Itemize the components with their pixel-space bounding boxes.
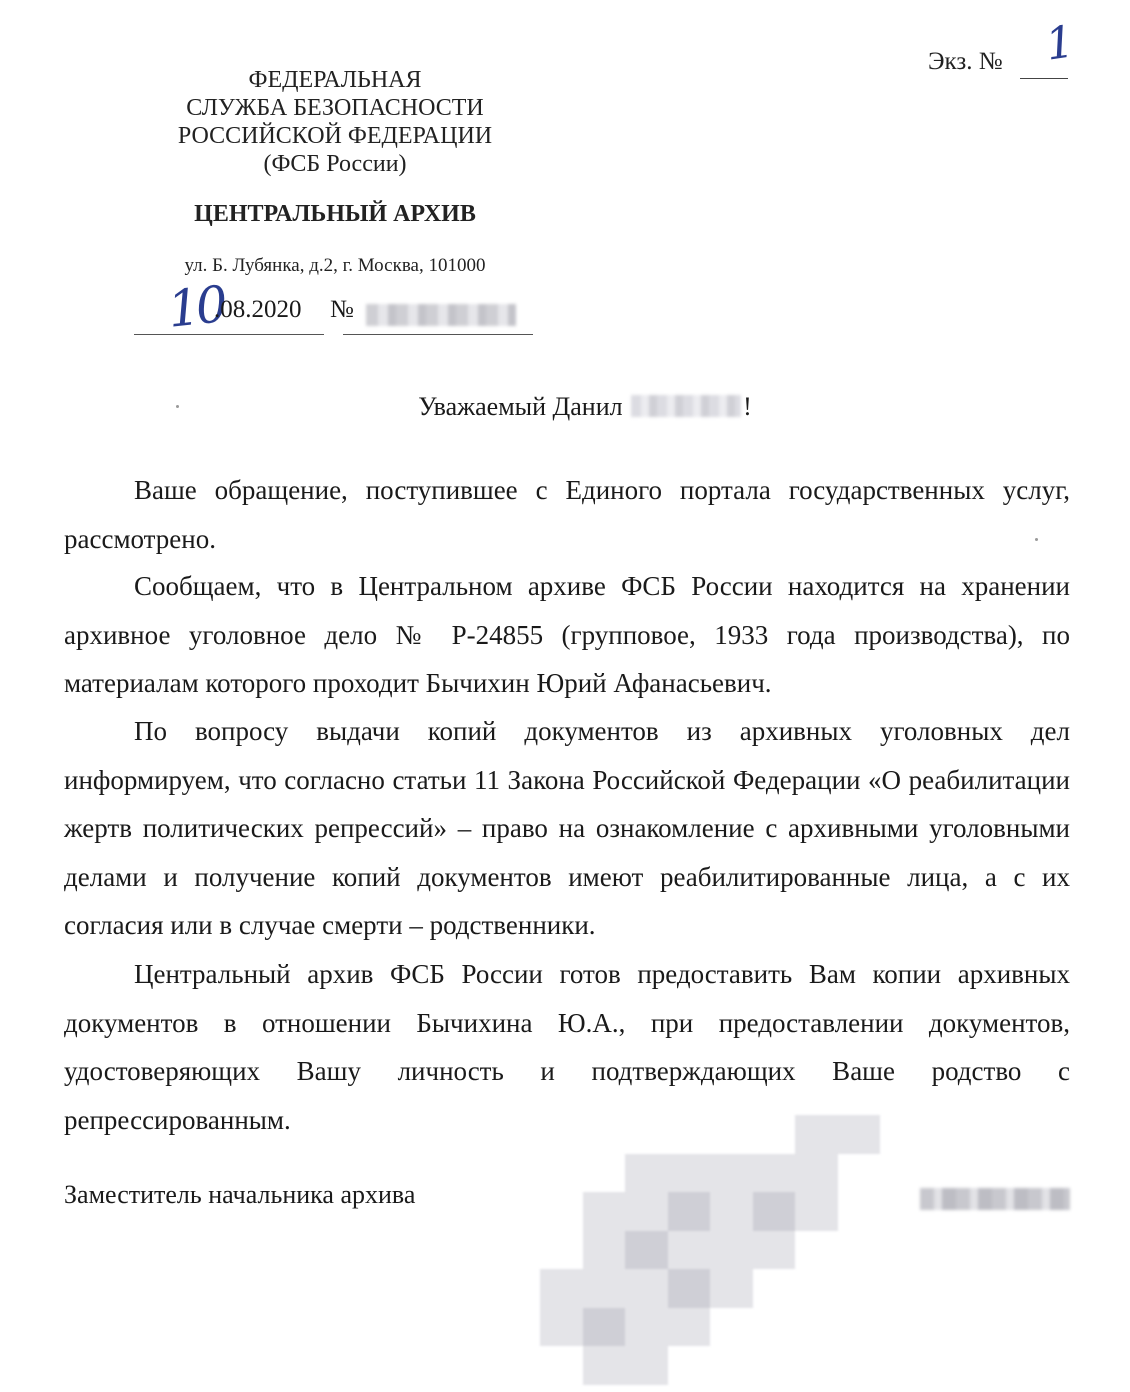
paragraph-text: Сообщаем, что в Центральном архиве ФСБ России находится на хранении архивное уголовное дело № Р-24855 (групповое, 1933 года производства), по материалам которого проходит Бычихин Юрий Афанасьевич. bbox=[64, 571, 1070, 698]
copy-number bbox=[928, 16, 1078, 76]
signatory-title: Заместитель начальника архива bbox=[64, 1180, 416, 1209]
archive-address: ул. Б. Лубянка, д.2, г. Москва, 101000 bbox=[184, 255, 486, 276]
signature-mosaic-cell bbox=[540, 1231, 583, 1270]
date-printed: .08.2020 bbox=[214, 296, 302, 323]
paragraph-text: Ваше обращение, поступившее с Единого портала государственных услуг, рассмотрено. bbox=[64, 475, 1070, 554]
signature-mosaic-cell bbox=[838, 1115, 881, 1154]
signature-mosaic-cell bbox=[795, 1346, 838, 1385]
signature-mosaic-cell bbox=[710, 1308, 753, 1347]
copy-number-label: Экз. № bbox=[928, 48, 1003, 75]
signature-mosaic-cell bbox=[668, 1192, 711, 1231]
paragraph-text: По вопросу выдачи копий документов из архивных уголовных дел информируем, что согласно статьи 11 Закона Российской Федерации «О реабилитации жертв политических репрессий» – право на ознакомление с архивными уголовными делами и получение копий документов имеют реабилитированные лица, а с их согласия или в случае смерти – родственники. bbox=[64, 716, 1070, 940]
signature-mosaic-cell bbox=[668, 1269, 711, 1308]
number-sign: № bbox=[330, 296, 354, 323]
signature-mosaic-cell bbox=[583, 1231, 626, 1270]
signature-mosaic-cell bbox=[838, 1192, 881, 1231]
signature-mosaic-cell bbox=[625, 1346, 668, 1385]
paragraph-text: Центральный архив ФСБ России готов предоставить Вам копии архивных документов в отношении Бычихина Ю.А., при предоставлении документов, удостоверяющих Вашу личность и подтверждающих Ваше родство с репрессированным. bbox=[64, 959, 1070, 1135]
signature-mosaic-cell bbox=[625, 1115, 668, 1154]
signature-mosaic-cell bbox=[583, 1115, 626, 1154]
archive-name: ЦЕНТРАЛЬНЫЙ АРХИВ bbox=[194, 201, 476, 227]
signature-mosaic-cell bbox=[753, 1269, 796, 1308]
signature-mosaic-cell bbox=[710, 1231, 753, 1270]
greeting-exclamation: ! bbox=[743, 392, 752, 421]
signature-mosaic-cell bbox=[540, 1346, 583, 1385]
signature-mosaic-cell bbox=[753, 1154, 796, 1193]
signature-mosaic-cell bbox=[583, 1346, 626, 1385]
redacted-signatory-name bbox=[920, 1188, 1070, 1210]
signature-mosaic-cell bbox=[710, 1154, 753, 1193]
letter-paragraph-2 bbox=[64, 562, 1070, 708]
signature-mosaic-cell bbox=[583, 1308, 626, 1347]
org-line-2: СЛУЖБА БЕЗОПАСНОСТИ bbox=[186, 95, 484, 121]
copy-number-handwritten: 1 bbox=[1042, 16, 1078, 71]
redacted-surname bbox=[631, 395, 741, 417]
signature-mosaic-cell bbox=[540, 1308, 583, 1347]
date-handwritten-day: 10 bbox=[165, 275, 227, 339]
greeting-text: Уважаемый Данил bbox=[418, 392, 623, 421]
signature-mosaic-cell bbox=[753, 1192, 796, 1231]
signature-mosaic-cell bbox=[795, 1192, 838, 1231]
date-underline bbox=[134, 334, 324, 335]
signature-mosaic-cell bbox=[668, 1308, 711, 1347]
signature-mosaic-cell bbox=[710, 1192, 753, 1231]
letter-paragraph-3 bbox=[64, 707, 1070, 950]
signature-mosaic-cell bbox=[625, 1192, 668, 1231]
signature-mosaic-cell bbox=[540, 1269, 583, 1308]
signature-mosaic-cell bbox=[710, 1346, 753, 1385]
signature-mosaic-cell bbox=[583, 1269, 626, 1308]
scan-speck bbox=[1035, 538, 1038, 541]
redacted-document-number bbox=[366, 304, 516, 326]
signature-mosaic-cell bbox=[710, 1115, 753, 1154]
signature-mosaic-cell bbox=[710, 1269, 753, 1308]
signature-mosaic-cell bbox=[795, 1154, 838, 1193]
organization-header bbox=[130, 66, 540, 178]
redacted-signature bbox=[540, 1115, 880, 1385]
copy-number-line bbox=[1020, 78, 1068, 79]
signature-mosaic-cell bbox=[838, 1231, 881, 1270]
signature-mosaic-cell bbox=[625, 1308, 668, 1347]
org-line-3: РОССИЙСКОЙ ФЕДЕРАЦИИ bbox=[177, 123, 493, 149]
signature-mosaic-cell bbox=[795, 1115, 838, 1154]
signature-mosaic-cell bbox=[583, 1154, 626, 1193]
org-line-4: (ФСБ России) bbox=[263, 151, 407, 177]
signature-mosaic-cell bbox=[795, 1308, 838, 1347]
signature-mosaic-cell bbox=[668, 1231, 711, 1270]
signature-mosaic-cell bbox=[583, 1192, 626, 1231]
number-underline bbox=[343, 334, 533, 335]
signature-mosaic-cell bbox=[838, 1269, 881, 1308]
org-line-1: ФЕДЕРАЛЬНАЯ bbox=[248, 67, 422, 93]
signature-mosaic-cell bbox=[668, 1346, 711, 1385]
signature-mosaic-cell bbox=[625, 1269, 668, 1308]
signature-mosaic-cell bbox=[625, 1231, 668, 1270]
signature-mosaic-cell bbox=[625, 1154, 668, 1193]
scan-speck bbox=[176, 405, 179, 408]
signature-mosaic-cell bbox=[838, 1154, 881, 1193]
signature-mosaic-cell bbox=[753, 1231, 796, 1270]
letter-paragraph-1 bbox=[64, 466, 1070, 563]
signature-mosaic-cell bbox=[753, 1346, 796, 1385]
signature-mosaic-cell bbox=[540, 1192, 583, 1231]
signature-mosaic-cell bbox=[795, 1231, 838, 1270]
signature-mosaic-cell bbox=[753, 1308, 796, 1347]
signature-mosaic-cell bbox=[838, 1346, 881, 1385]
signature-mosaic-cell bbox=[838, 1308, 881, 1347]
signature-mosaic-cell bbox=[753, 1115, 796, 1154]
signature-mosaic-cell bbox=[668, 1115, 711, 1154]
signature-mosaic-cell bbox=[668, 1154, 711, 1193]
signature-mosaic-cell bbox=[795, 1269, 838, 1308]
signature-mosaic-cell bbox=[540, 1154, 583, 1193]
greeting bbox=[0, 392, 1130, 422]
signature-mosaic-cell bbox=[540, 1115, 583, 1154]
